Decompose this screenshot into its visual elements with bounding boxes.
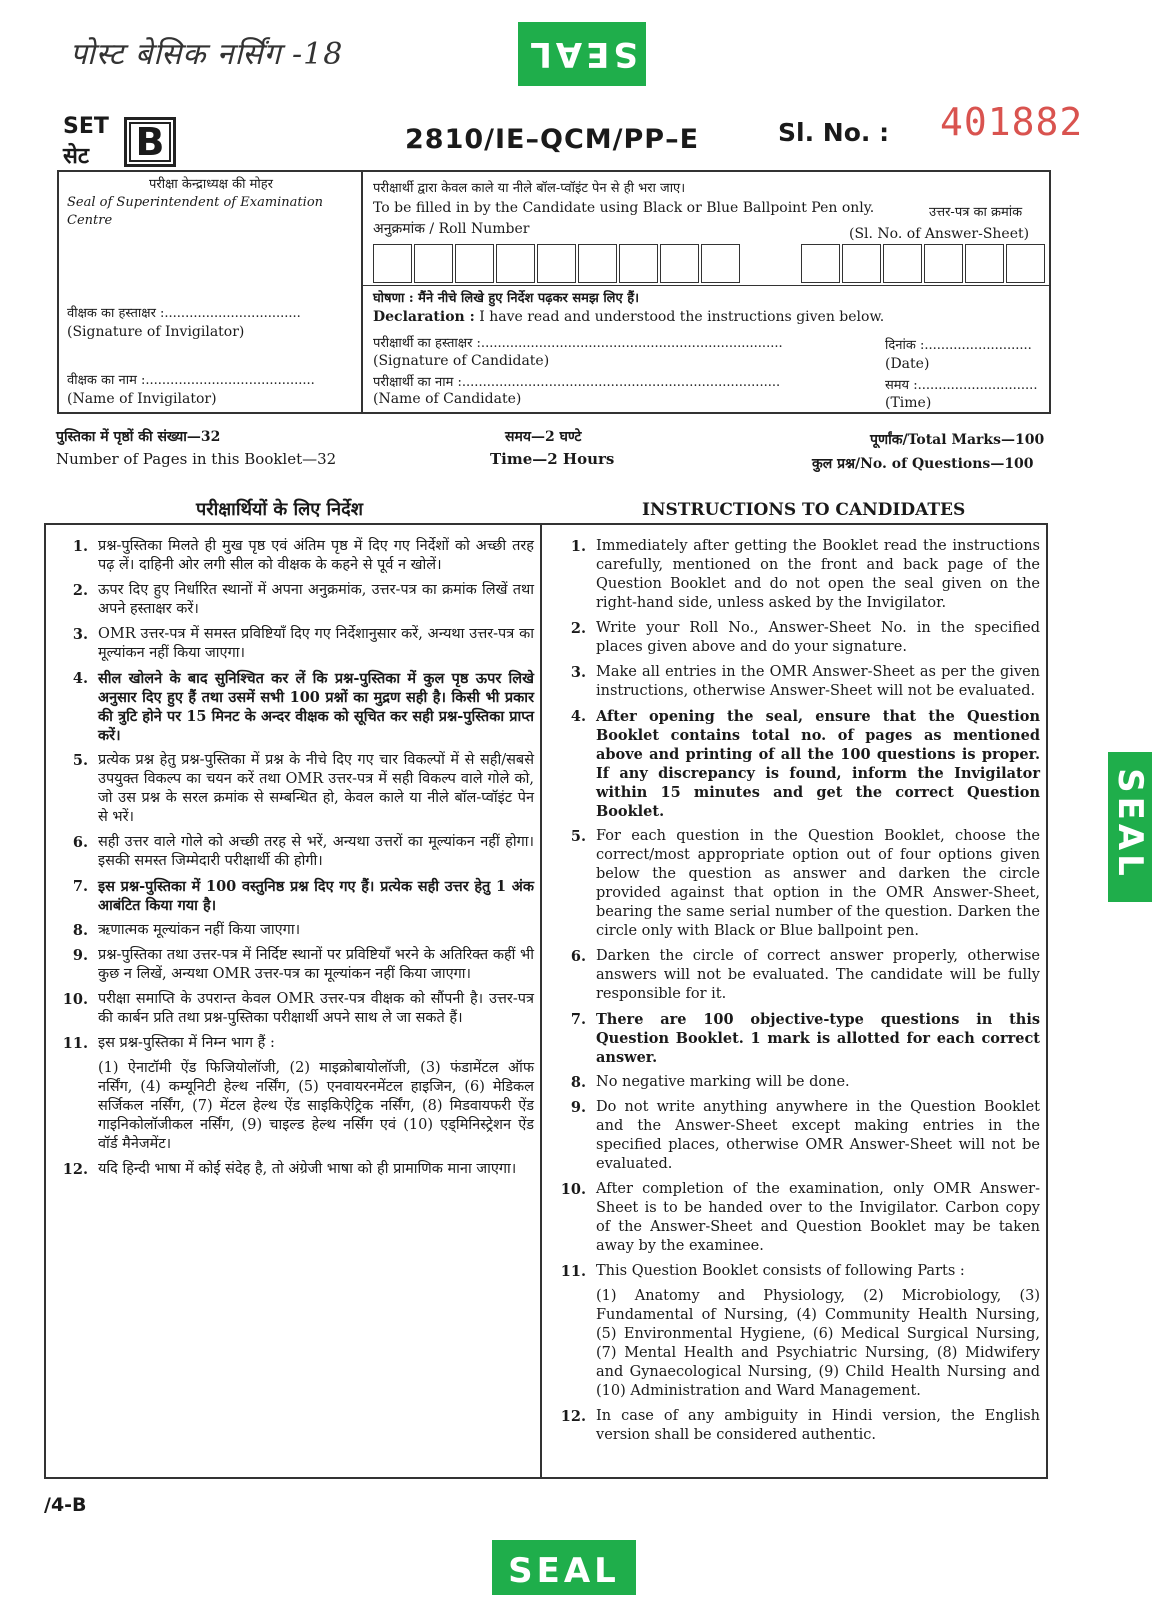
- date-en: (Date): [885, 356, 930, 372]
- instructions-title-en: INSTRUCTIONS TO CANDIDATES: [642, 500, 966, 520]
- roll-box[interactable]: [373, 244, 412, 283]
- handwritten-note: पोस्ट बेसिक नर्सिंग -18: [70, 37, 344, 72]
- time-field-hi[interactable]: समय :.............................: [885, 378, 1038, 393]
- answer-sheet-label-hi: उत्तर-पत्र का क्रमांक: [929, 205, 1023, 220]
- candidate-signature-en: (Signature of Candidate): [373, 353, 550, 369]
- answer-sheet-box[interactable]: [924, 244, 963, 283]
- instruction-text: प्रश्न-पुस्तिका मिलते ही मुख पृष्ठ एवं अंतिम पृष्ठ में दिए गए निर्देशों को अच्छी तरह पढ़ लें। दाहिनी ओर लगी सील को वीक्षक के कहने से पूर्व न खोलें।: [98, 538, 534, 573]
- roll-box[interactable]: [414, 244, 453, 283]
- serial-number: 401882: [940, 100, 1084, 144]
- instruction-text: ऋणात्मक मूल्यांकन नहीं किया जाएगा।: [98, 922, 301, 938]
- instruction-text: इस प्रश्न-पुस्तिका में निम्न भाग हैं :: [98, 1035, 275, 1051]
- seal-top: SEAL: [518, 22, 646, 86]
- roll-box[interactable]: [537, 244, 576, 283]
- invigilator-signature-hi[interactable]: वीक्षक का हस्ताक्षर :.................................: [67, 306, 301, 321]
- instruction-text: सील खोलने के बाद सुनिश्चित कर लें कि प्रश्न-पुस्तिका में कुल पृष्ठ ऊपर लिखे अनुसार दिए हुए हैं तथा उसमें सभी 100 प्रश्नों का मुद्रण सही है। किसी भी प्रकार की त्रुटि होने पर 15 मिनट के अन्दर वीक्षक को सूचित कर सही प्रश्न-पुस्तिका प्राप्त करें।: [98, 670, 534, 744]
- instruction-text: OMR उत्तर-पत्र में समस्त प्रविष्टियाँ दिए गए निर्देशानुसार करें, अन्यथा उत्तर-पत्र का मूल्यांकन नहीं किया जाएगा।: [98, 626, 534, 661]
- item-number: 6.: [72, 834, 88, 851]
- instruction-text: यदि हिन्दी भाषा में कोई संदेह है, तो अंग्रेजी भाषा को ही प्रामाणिक माना जाएगा।: [98, 1161, 517, 1177]
- instruction-text: After completion of the examination, only OMR Answer-Sheet is to be handed over to the Invigilator. Carbon copy of the Answer-Sheet and Question Booklet may be taken away by the examinee.: [596, 1181, 1040, 1254]
- roll-number-label: अनुक्रमांक / Roll Number: [373, 221, 530, 237]
- roll-box[interactable]: [578, 244, 617, 283]
- instructions-english: [554, 537, 1040, 1451]
- item-number: 8.: [72, 922, 88, 939]
- instructions-hindi: [56, 537, 534, 1185]
- pages-en-text: Number of Pages in this Booklet—32: [56, 450, 337, 468]
- item-number: 3.: [570, 664, 586, 681]
- time-hi: समय—2 घण्टे: [505, 429, 582, 445]
- item-number: 10.: [560, 1181, 586, 1198]
- invigilator-name-hi[interactable]: वीक्षक का नाम :.........................................: [67, 373, 315, 388]
- seal-right-label: SEAL: [1110, 768, 1150, 880]
- instructions-title-hi: परीक्षार्थियों के लिए निर्देश: [196, 499, 363, 520]
- answer-sheet-box[interactable]: [965, 244, 1004, 283]
- answer-sheet-box[interactable]: [1006, 244, 1045, 283]
- instructions-divider: [540, 525, 542, 1477]
- item-number: 10.: [62, 991, 88, 1008]
- roll-box[interactable]: [701, 244, 740, 283]
- seal-bottom: SEAL: [492, 1540, 636, 1595]
- declaration-hi: घोषणा : मैंने नीचे लिखे हुए निर्देश पढ़कर समझ लिए हैं।: [373, 291, 640, 306]
- item-number: 7.: [570, 1011, 586, 1028]
- roll-box[interactable]: [455, 244, 494, 283]
- form-hline: [363, 285, 1049, 286]
- invigilator-name-en: (Name of Invigilator): [67, 391, 217, 407]
- item-number: 1.: [570, 538, 586, 555]
- instruction-text: (1) Anatomy and Physiology, (2) Microbiology, (3) Fundamental of Nursing, (4) Community Health Nursing, (5) Environmental Hygiene, (6) Medical Surgical Nursing, (7) Mental Health and Psychiatric Nursing, (8) Midwifery and Gynaecological Nursing, (9) Child Health Nursing and (10) Administration and Ward Management.: [596, 1288, 1040, 1399]
- instruction-text: In case of any ambiguity in Hindi version, the English version shall be considered authentic.: [596, 1408, 1040, 1443]
- item-number: 1.: [72, 538, 88, 555]
- paper-code: 2810/IE–QCM/PP–E: [405, 124, 700, 155]
- declaration-en-label: Declaration :: [373, 309, 475, 325]
- candidate-name-en: (Name of Candidate): [373, 391, 522, 407]
- instruction-text: इस प्रश्न-पुस्तिका में 100 वस्तुनिष्ठ प्रश्न दिए गए हैं। प्रत्येक सही उत्तर हेतु 1 अंक आबंटित किया गया है।: [98, 878, 534, 914]
- answer-sheet-label-en: (Sl. No. of Answer-Sheet): [849, 226, 1030, 242]
- declaration-en-text: I have read and understood the instructions given below.: [479, 309, 885, 325]
- item-number: 2.: [72, 582, 88, 599]
- item-number: 5.: [570, 828, 586, 845]
- roll-box[interactable]: [619, 244, 658, 283]
- answer-sheet-box[interactable]: [801, 244, 840, 283]
- item-number: 3.: [72, 626, 88, 643]
- instruction-text: After opening the seal, ensure that the Question Booklet contains total no. of pages as mentioned above and printing of all the 100 questions is proper. If any discrepancy is found, inform the Invigilator within 15 minutes and get the correct Question Booklet.: [596, 708, 1040, 820]
- seal-right: [1108, 752, 1152, 902]
- time-en: Time—2 Hours: [490, 450, 615, 468]
- item-number: 11.: [62, 1035, 88, 1052]
- instruction-text: For each question in the Question Booklet, choose the correct/most appropriate option out of four options given below the question as answer and darken the circle provided against that option in the OMR Answer-Sheet, bearing the same serial number of the question. Darken the circle only with Black or Blue ballpoint pen.: [596, 828, 1040, 939]
- item-number: 4.: [72, 670, 88, 687]
- total-questions: कुल प्रश्न/No. of Questions—100: [812, 456, 1034, 472]
- set-label-en: SET: [63, 114, 109, 139]
- item-number: 6.: [570, 948, 586, 965]
- item-number: 5.: [72, 752, 88, 769]
- fill-instruction-hi: परीक्षार्थी द्वारा केवल काले या नीले बॉल-प्वॉइंट पेन से ही भरा जाए।: [373, 181, 686, 196]
- serial-label: Sl. No. :: [778, 118, 890, 147]
- footer-code: /4-B: [44, 1494, 87, 1516]
- total-marks: पूर्णांक/Total Marks—100: [870, 432, 1045, 448]
- item-number: 2.: [570, 620, 586, 637]
- instruction-text: Immediately after getting the Booklet read the instructions carefully, mentioned on the front and back page of the Question Booklet and do not open the seal given on the right-hand side, unless asked by the Invigilator.: [596, 538, 1040, 611]
- instruction-text: ऊपर दिए हुए निर्धारित स्थानों में अपना अनुक्रमांक, उत्तर-पत्र का क्रमांक लिखें तथा अपने हस्ताक्षर करें।: [98, 582, 534, 617]
- item-number: 12.: [560, 1408, 586, 1425]
- date-hi[interactable]: दिनांक :..........................: [885, 338, 1032, 353]
- instruction-text: परीक्षा समाप्ति के उपरान्त केवल OMR उत्तर-पत्र वीक्षक को सौंपनी है। उत्तर-पत्र की कार्बन प्रति तथा प्रश्न-पुस्तिका परीक्षार्थी अपने साथ ले जा सकते हैं।: [98, 991, 534, 1026]
- answer-sheet-box[interactable]: [842, 244, 881, 283]
- candidate-name-hi[interactable]: परीक्षार्थी का नाम :.............................................................................: [373, 375, 781, 390]
- set-label-hi: सेट: [63, 144, 89, 169]
- instruction-text: There are 100 objective-type questions in this Question Booklet. 1 mark is allotted for each correct answer.: [596, 1011, 1040, 1066]
- item-number: 12.: [62, 1161, 88, 1178]
- pages-en: [56, 450, 336, 468]
- answer-sheet-box[interactable]: [883, 244, 922, 283]
- roll-number-boxes[interactable]: [373, 244, 742, 283]
- seal-superintendent-en: Seal of Superintendent of Examination Centre: [67, 195, 324, 228]
- invigilator-signature-en: (Signature of Invigilator): [67, 324, 245, 340]
- instruction-text: Darken the circle of correct answer properly, otherwise answers will not be evaluated. The candidate will be fully responsible for it.: [596, 948, 1040, 1002]
- instruction-text: Make all entries in the OMR Answer-Sheet as per the given instructions, otherwise Answer-Sheet will not be evaluated.: [596, 664, 1040, 699]
- item-number: 8.: [570, 1074, 586, 1091]
- item-number: 4.: [570, 708, 586, 725]
- declaration-en: [373, 308, 884, 326]
- item-number: 9.: [570, 1099, 586, 1116]
- candidate-form: [57, 170, 1051, 414]
- instruction-text: सही उत्तर वाले गोले को अच्छी तरह से भरें, अन्यथा उत्तरों का मूल्यांकन नहीं होगा। इसकी समस्त जिम्मेदारी परीक्षार्थी की होगी।: [98, 834, 534, 869]
- set-value: B: [124, 117, 176, 167]
- item-number: 9.: [72, 947, 88, 964]
- instruction-text: This Question Booklet consists of following Parts :: [596, 1263, 965, 1279]
- pages-hi: पुस्तिका में पृष्ठों की संख्या—32: [56, 429, 221, 445]
- time-field-en: (Time): [885, 395, 932, 411]
- candidate-signature-hi[interactable]: परीक्षार्थी का हस्ताक्षर :.........................................................................: [373, 336, 783, 351]
- seal-superintendent-hi: परीक्षा केन्द्राध्यक्ष की मोहर: [149, 177, 273, 192]
- roll-box[interactable]: [496, 244, 535, 283]
- instruction-text: No negative marking will be done.: [596, 1074, 850, 1090]
- item-number: 7.: [72, 878, 88, 895]
- form-divider: [361, 172, 363, 412]
- item-number: 11.: [560, 1263, 586, 1280]
- instruction-text: प्रत्येक प्रश्न हेतु प्रश्न-पुस्तिका में प्रश्न के नीचे दिए गए चार विकल्पों में से सही/सबसे उपयुक्त विकल्प का चयन करें तथा OMR उत्तर-पत्र में सही विकल्प वाले गोले को, जो उस प्रश्न के सरल क्रमांक से सम्बन्धित हो, केवल काले या नीले बॉल-प्वॉइंट पेन से भरें।: [98, 752, 534, 825]
- instruction-text: प्रश्न-पुस्तिका तथा उत्तर-पत्र में निर्दिष्ट स्थानों पर प्रविष्टियाँ भरने के अतिरिक्त कहीं भी कुछ न लिखें, अन्यथा OMR उत्तर-पत्र का मूल्यांकन नहीं किया जाएगा।: [98, 947, 534, 982]
- answer-sheet-boxes[interactable]: [801, 244, 1047, 283]
- item-number: [56, 1059, 98, 1154]
- instruction-text: (1) ऐनाटॉमी ऐंड फिजियोलॉजी, (2) माइक्रोबायोलॉजी, (3) फंडामेंटल ऑफ नर्सिंग, (4) कम्यूनिटी हेल्थ नर्सिंग, (5) एनवायरनमेंटल हाइजिन, (6) मेडिकल सर्जिकल नर्सिंग, (7) मेंटल हेल्थ ऐंड साइकिऐट्रिक नर्सिंग, (8) मिडवायफरी ऐंड गाइनिकोलॉजीकल नर्सिंग, (9) चाइल्ड हेल्थ नर्सिंग एवं (10) एड्मिनिस्ट्रेशन ऐंड वॉर्ड मैनेजमेंट।: [98, 1060, 534, 1152]
- item-number: [554, 1287, 596, 1401]
- roll-box[interactable]: [660, 244, 699, 283]
- instruction-text: Do not write anything anywhere in the Question Booklet and the Answer-Sheet except making entries in the specified places, otherwise OMR Answer-Sheet will not be evaluated.: [596, 1099, 1040, 1172]
- instructions-box: [44, 523, 1048, 1479]
- fill-instruction-en: To be filled in by the Candidate using Black or Blue Ballpoint Pen only.: [373, 200, 875, 216]
- instruction-text: Write your Roll No., Answer-Sheet No. in the specified places given above and do your signature.: [596, 620, 1040, 655]
